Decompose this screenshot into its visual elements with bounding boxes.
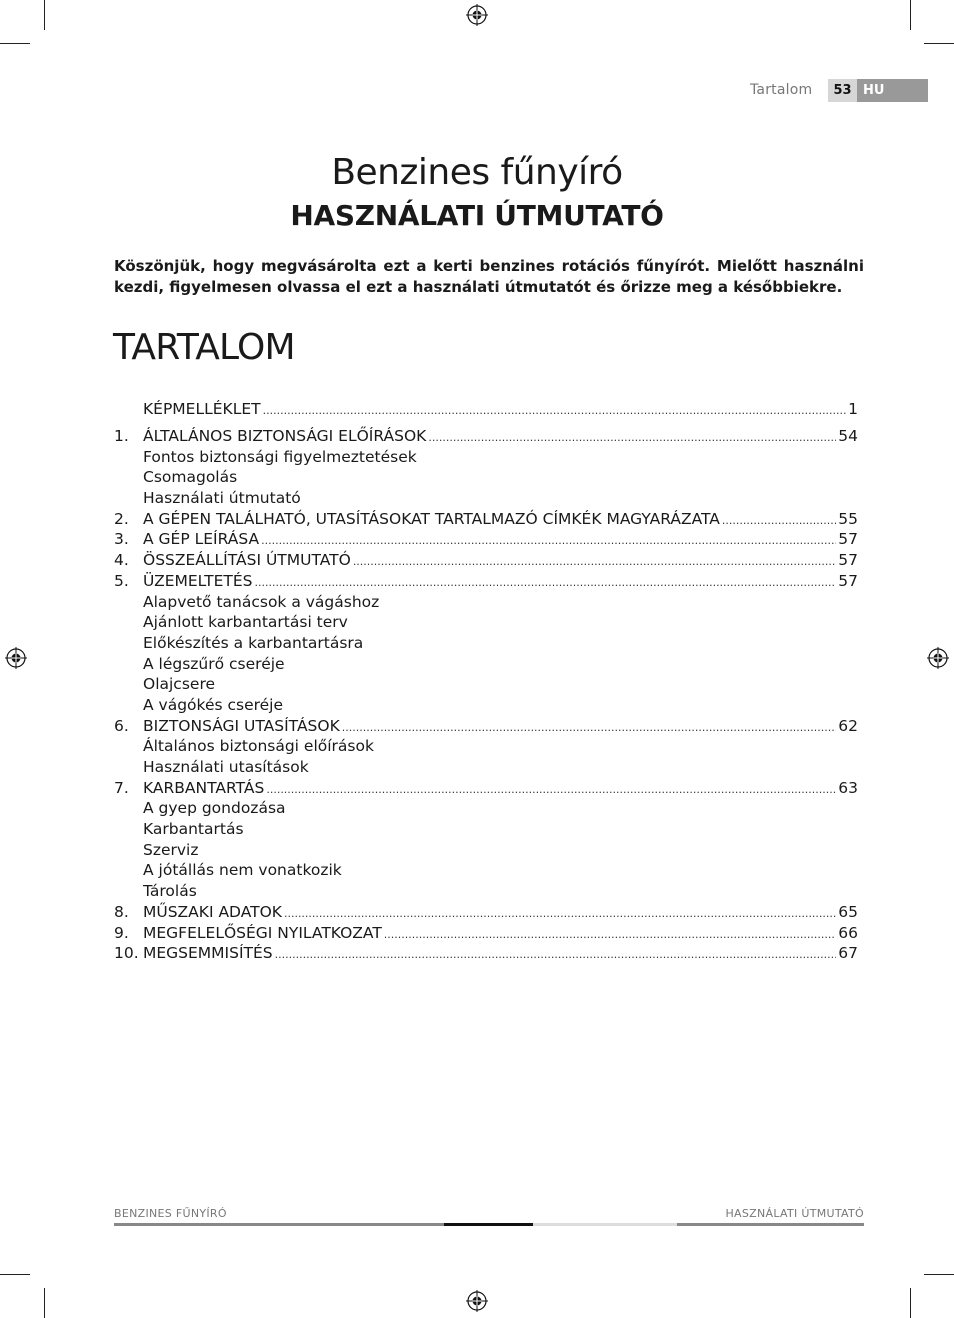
crop-mark	[0, 1274, 30, 1275]
footer-bar-gray	[114, 1223, 444, 1226]
toc-subentry[interactable]	[114, 881, 858, 902]
toc-entry-label: ÁLTALÁNOS BIZTONSÁGI ELŐÍRÁSOK	[143, 427, 427, 445]
toc-entry-number: 2.	[114, 509, 129, 528]
toc-entry-label: MŰSZAKI ADATOK	[143, 902, 282, 921]
registration-mark-icon	[466, 4, 488, 26]
registration-mark-icon	[927, 647, 949, 669]
footer-bar-black	[444, 1223, 533, 1226]
toc-subentry[interactable]	[114, 819, 858, 840]
toc-entry[interactable]	[114, 426, 858, 447]
toc-entry-page: 57	[838, 571, 858, 590]
footer-bar-light	[533, 1223, 677, 1226]
page-number: 53	[828, 79, 857, 102]
registration-mark-icon	[466, 1290, 488, 1312]
toc-entry[interactable]	[114, 923, 858, 944]
toc-leader-dots	[255, 573, 837, 594]
crop-mark	[44, 1288, 45, 1318]
toc-entry[interactable]	[114, 571, 858, 592]
toc-entry-page: 1	[848, 400, 858, 418]
toc-entry-label: A légszűrő cseréje	[143, 654, 285, 673]
toc-entry-label: ÜZEMELTETÉS	[143, 571, 253, 590]
toc-subentry[interactable]	[114, 757, 858, 778]
toc-entry-label: Használati útmutató	[143, 489, 301, 508]
toc-leader-dots	[261, 531, 836, 552]
toc-entry[interactable]	[114, 943, 858, 964]
toc-entry-number: 7.	[114, 778, 129, 797]
toc-entry-label: Előkészítés a karbantartásra	[143, 633, 364, 652]
toc-subentry[interactable]	[114, 633, 858, 654]
toc-entry-page: 57	[838, 551, 858, 570]
toc-subentry[interactable]	[114, 654, 858, 675]
toc-entry[interactable]	[114, 398, 858, 426]
toc-entry[interactable]	[114, 529, 858, 550]
toc-entry-label: MEGFELELŐSÉGI NYILATKOZAT	[143, 923, 382, 942]
toc-entry-label: KARBANTARTÁS	[143, 778, 265, 797]
toc-entry-page: 62	[838, 716, 858, 735]
toc-entry-page: 63	[838, 778, 858, 797]
registration-mark-icon	[5, 647, 27, 669]
toc-entry[interactable]	[114, 778, 858, 799]
toc-entry-number: 6.	[114, 716, 129, 735]
header-section-label: Tartalom	[750, 82, 813, 98]
toc-entry-page: 65	[838, 902, 858, 921]
toc-entry-number: 5.	[114, 571, 129, 590]
toc-subentry[interactable]	[114, 592, 858, 613]
document-title: Benzines fűnyíró	[331, 152, 623, 193]
footer-bar-gray-right	[677, 1223, 864, 1226]
toc-entry[interactable]	[114, 509, 858, 530]
toc-entry[interactable]	[114, 550, 858, 571]
toc-entry-label: Csomagolás	[143, 468, 238, 487]
toc-leader-dots	[342, 718, 837, 739]
toc-entry-label: MEGSEMMISÍTÉS	[143, 944, 273, 963]
toc-entry-number: 9.	[114, 923, 129, 942]
toc-entry-number: 4.	[114, 551, 129, 570]
footer-left-text: BENZINES FŰNYÍRÓ	[114, 1207, 227, 1220]
page-badge	[828, 79, 928, 102]
toc-entry-page: 67	[838, 944, 858, 963]
toc-entry-label: Használati utasítások	[143, 758, 309, 776]
toc-heading: TARTALOM	[113, 327, 295, 368]
toc-leader-dots	[266, 780, 836, 801]
toc-entry-label: Karbantartás	[143, 820, 244, 839]
toc-entry-label: Szerviz	[143, 840, 199, 859]
document-subtitle: HASZNÁLATI ÚTMUTATÓ	[290, 199, 664, 232]
toc-entry-number: 8.	[114, 902, 129, 921]
toc-subentry[interactable]	[114, 695, 858, 716]
toc-entry-label: Fontos biztonsági figyelmeztetések	[143, 447, 417, 466]
toc-subentry[interactable]	[114, 840, 858, 861]
crop-mark	[0, 43, 30, 44]
toc-entry-label: A GÉP LEÍRÁSA	[143, 530, 260, 549]
toc-entry-label: A GÉPEN TALÁLHATÓ, UTASÍTÁSOKAT TARTALMAZÓ CÍMKÉK MAGYARÁZATA	[143, 509, 720, 528]
toc-entry-label: Alapvető tanácsok a vágáshoz	[143, 592, 380, 611]
toc-entry-number: 3.	[114, 530, 129, 549]
crop-mark	[44, 0, 45, 30]
toc-leader-dots	[263, 400, 847, 422]
toc-subentry[interactable]	[114, 860, 858, 881]
toc-subentry[interactable]	[114, 447, 858, 468]
toc-entry-label: A vágókés cseréje	[143, 695, 284, 714]
toc-entry-label: A gyep gondozása	[143, 799, 286, 818]
toc-leader-dots	[722, 511, 836, 532]
toc-entry-page: 66	[838, 923, 858, 942]
language-code: HU	[863, 83, 885, 98]
crop-mark	[924, 43, 954, 44]
toc-entry-label: Ajánlott karbantartási terv	[143, 613, 348, 632]
toc-leader-dots	[384, 925, 836, 946]
toc-subentry[interactable]	[114, 488, 858, 509]
crop-mark	[910, 0, 911, 30]
table-of-contents	[114, 398, 858, 964]
toc-entry-label: Általános biztonsági előírások	[143, 737, 374, 756]
toc-leader-dots	[275, 945, 837, 966]
footer-right-text: HASZNÁLATI ÚTMUTATÓ	[725, 1207, 864, 1220]
toc-entry-label: BIZTONSÁGI UTASÍTÁSOK	[143, 716, 340, 735]
toc-leader-dots	[353, 552, 836, 573]
toc-leader-dots	[428, 428, 836, 449]
toc-entry-label: KÉPMELLÉKLET	[143, 400, 261, 418]
toc-subentry[interactable]	[114, 612, 858, 633]
toc-entry-label: ÖSSZEÁLLÍTÁSI ÚTMUTATÓ	[143, 551, 351, 570]
toc-subentry[interactable]	[114, 467, 858, 488]
toc-entry-page: 54	[838, 427, 858, 445]
toc-subentry[interactable]	[114, 798, 858, 819]
toc-leader-dots	[284, 904, 836, 925]
toc-subentry[interactable]	[114, 674, 858, 695]
toc-entry-label: A jótállás nem vonatkozik	[143, 861, 342, 880]
crop-mark	[924, 1274, 954, 1275]
toc-entry-label: Tárolás	[143, 882, 197, 901]
toc-entry-number: 10.	[114, 944, 139, 963]
toc-entry-number: 1.	[114, 427, 129, 445]
toc-entry-label: Olajcsere	[143, 675, 216, 694]
intro-paragraph: Köszönjük, hogy megvásárolta ezt a kerti benzines rotációs fűnyírót. Mielőtt használni kezdi, figyelmesen olvassa el ezt a használati útmutatót és őrizze meg a későbbiekre.	[114, 257, 864, 296]
toc-entry-page: 57	[838, 530, 858, 549]
crop-mark	[910, 1288, 911, 1318]
toc-entry[interactable]	[114, 716, 858, 737]
toc-entry-page: 55	[838, 509, 858, 528]
toc-subentry[interactable]	[114, 736, 858, 757]
toc-entry[interactable]	[114, 902, 858, 923]
